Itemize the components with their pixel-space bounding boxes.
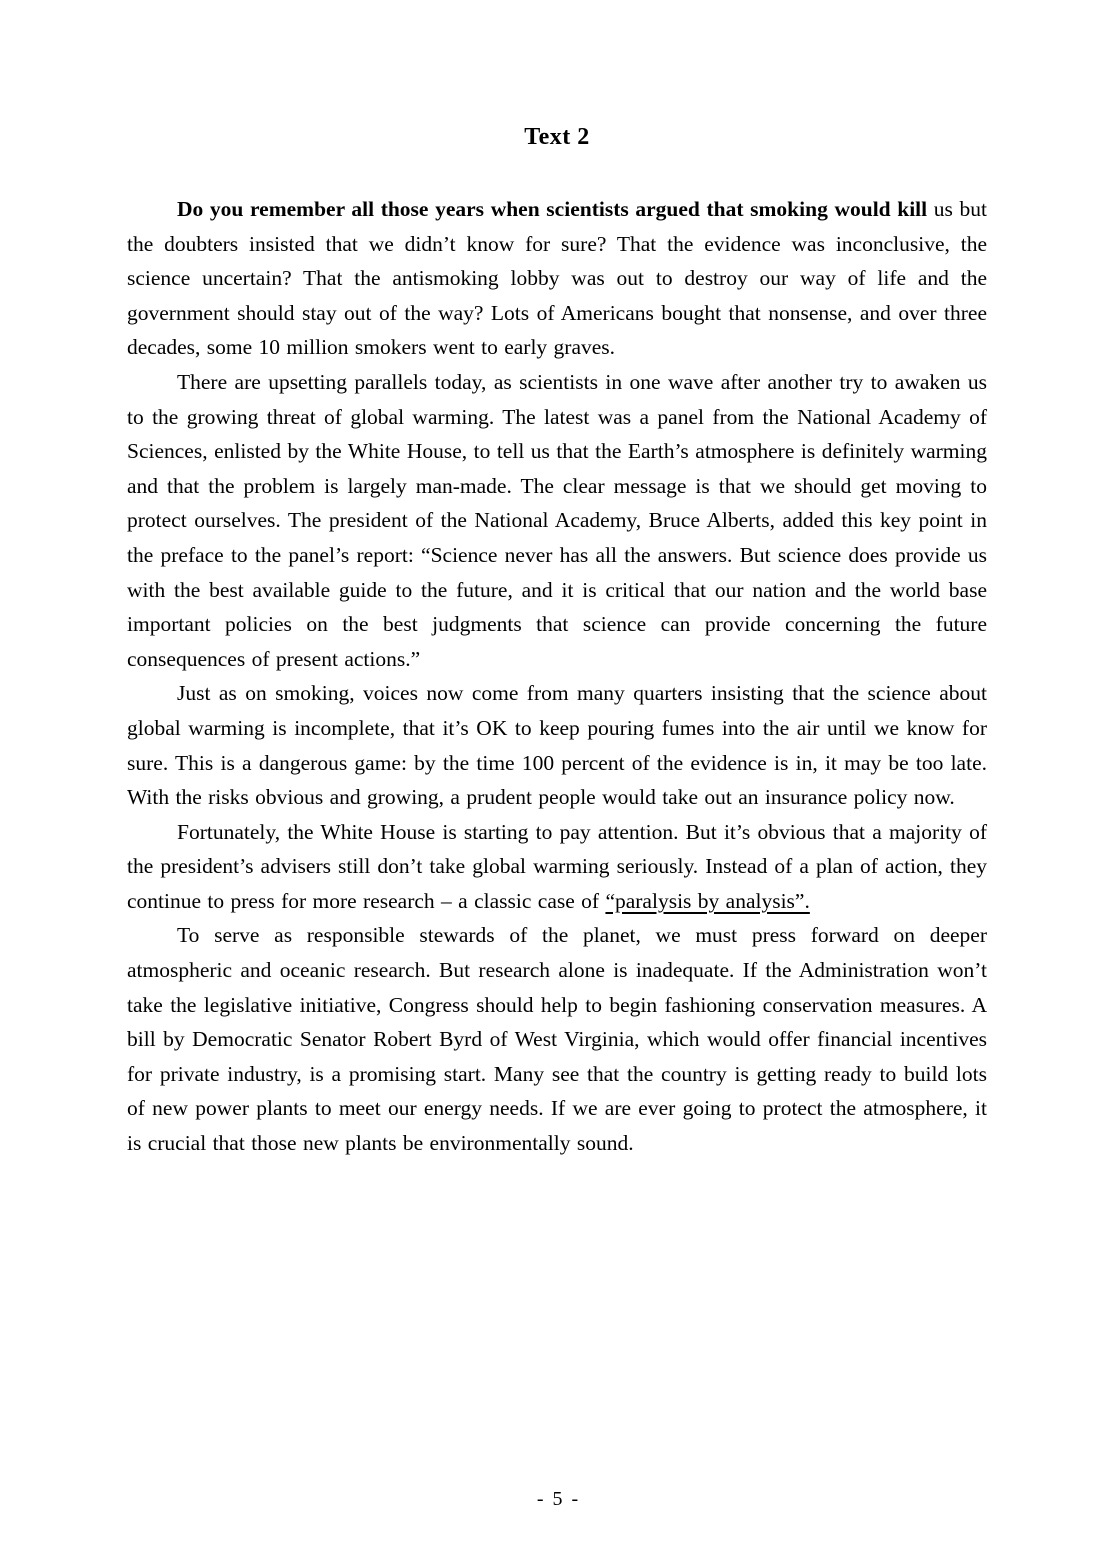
text-segment: Fortunately, the White House is starting to pay attention. But it’s obvious that a majority of the president’s advisers still don’t take global warming seriously. Instead of a plan of action, they continue to press for more research – a classic case of <box>127 819 987 913</box>
passage-body <box>127 192 987 1161</box>
page-number: - 5 - <box>536 1488 581 1510</box>
text-segment: “paralysis by analysis”. <box>605 888 810 913</box>
text-segment: Do you remember all those years when scientists argued that smoking would kill <box>177 197 928 221</box>
paragraph <box>127 815 987 919</box>
text-segment: us but the doubters insisted that we didn’t know for sure? That the evidence was inconclusive, the science uncertain? That the antismoking lobby was out to destroy our way of life and the government should stay out of the way? Lots of Americans bought that nonsense, and over three decades, some 10 million smokers went to early graves. <box>127 197 988 360</box>
paragraph <box>127 365 987 676</box>
paragraph <box>127 676 987 814</box>
paragraph <box>127 192 987 365</box>
text-segment: There are upsetting parallels today, as scientists in one wave after another try to awaken us to the growing threat of global warming. The latest was a panel from the National Academy of Sciences, enlisted by the White House, to tell us that the Earth’s atmosphere is definitely warming and that the problem is largely man-made. The clear message is that we should get moving to protect ourselves. The president of the National Academy, Bruce Alberts, added this key point in the preface to the panel’s report: “Science never has all the answers. But science does provide us with the best available guide to the future, and it is critical that our nation and the world base important policies on the best judgments that science can provide concerning the future consequences of present actions.” <box>127 369 987 671</box>
text-segment: To serve as responsible stewards of the planet, we must press forward on deeper atmospheric and oceanic research. But research alone is inadequate. If the Administration won’t take the legislative initiative, Congress should help to begin fashioning conservation measures. A bill by Democratic Senator Robert Byrd of West Virginia, which would offer financial incentives for private industry, is a promising start. Many see that the country is getting ready to build lots of new power plants to meet our energy needs. If we are ever going to protect the atmosphere, it is crucial that those new plants be environmentally sound. <box>127 923 987 1156</box>
text-segment: Just as on smoking, voices now come from many quarters insisting that the science about global warming is incomplete, that it’s OK to keep pouring fumes into the air until we know for sure. This is a dangerous game: by the time 100 percent of the evidence is in, it may be too late. With the risks obvious and growing, a prudent people would take out an insurance policy now. <box>127 681 987 810</box>
page-title: Text 2 <box>524 124 590 150</box>
paragraph <box>127 918 987 1160</box>
